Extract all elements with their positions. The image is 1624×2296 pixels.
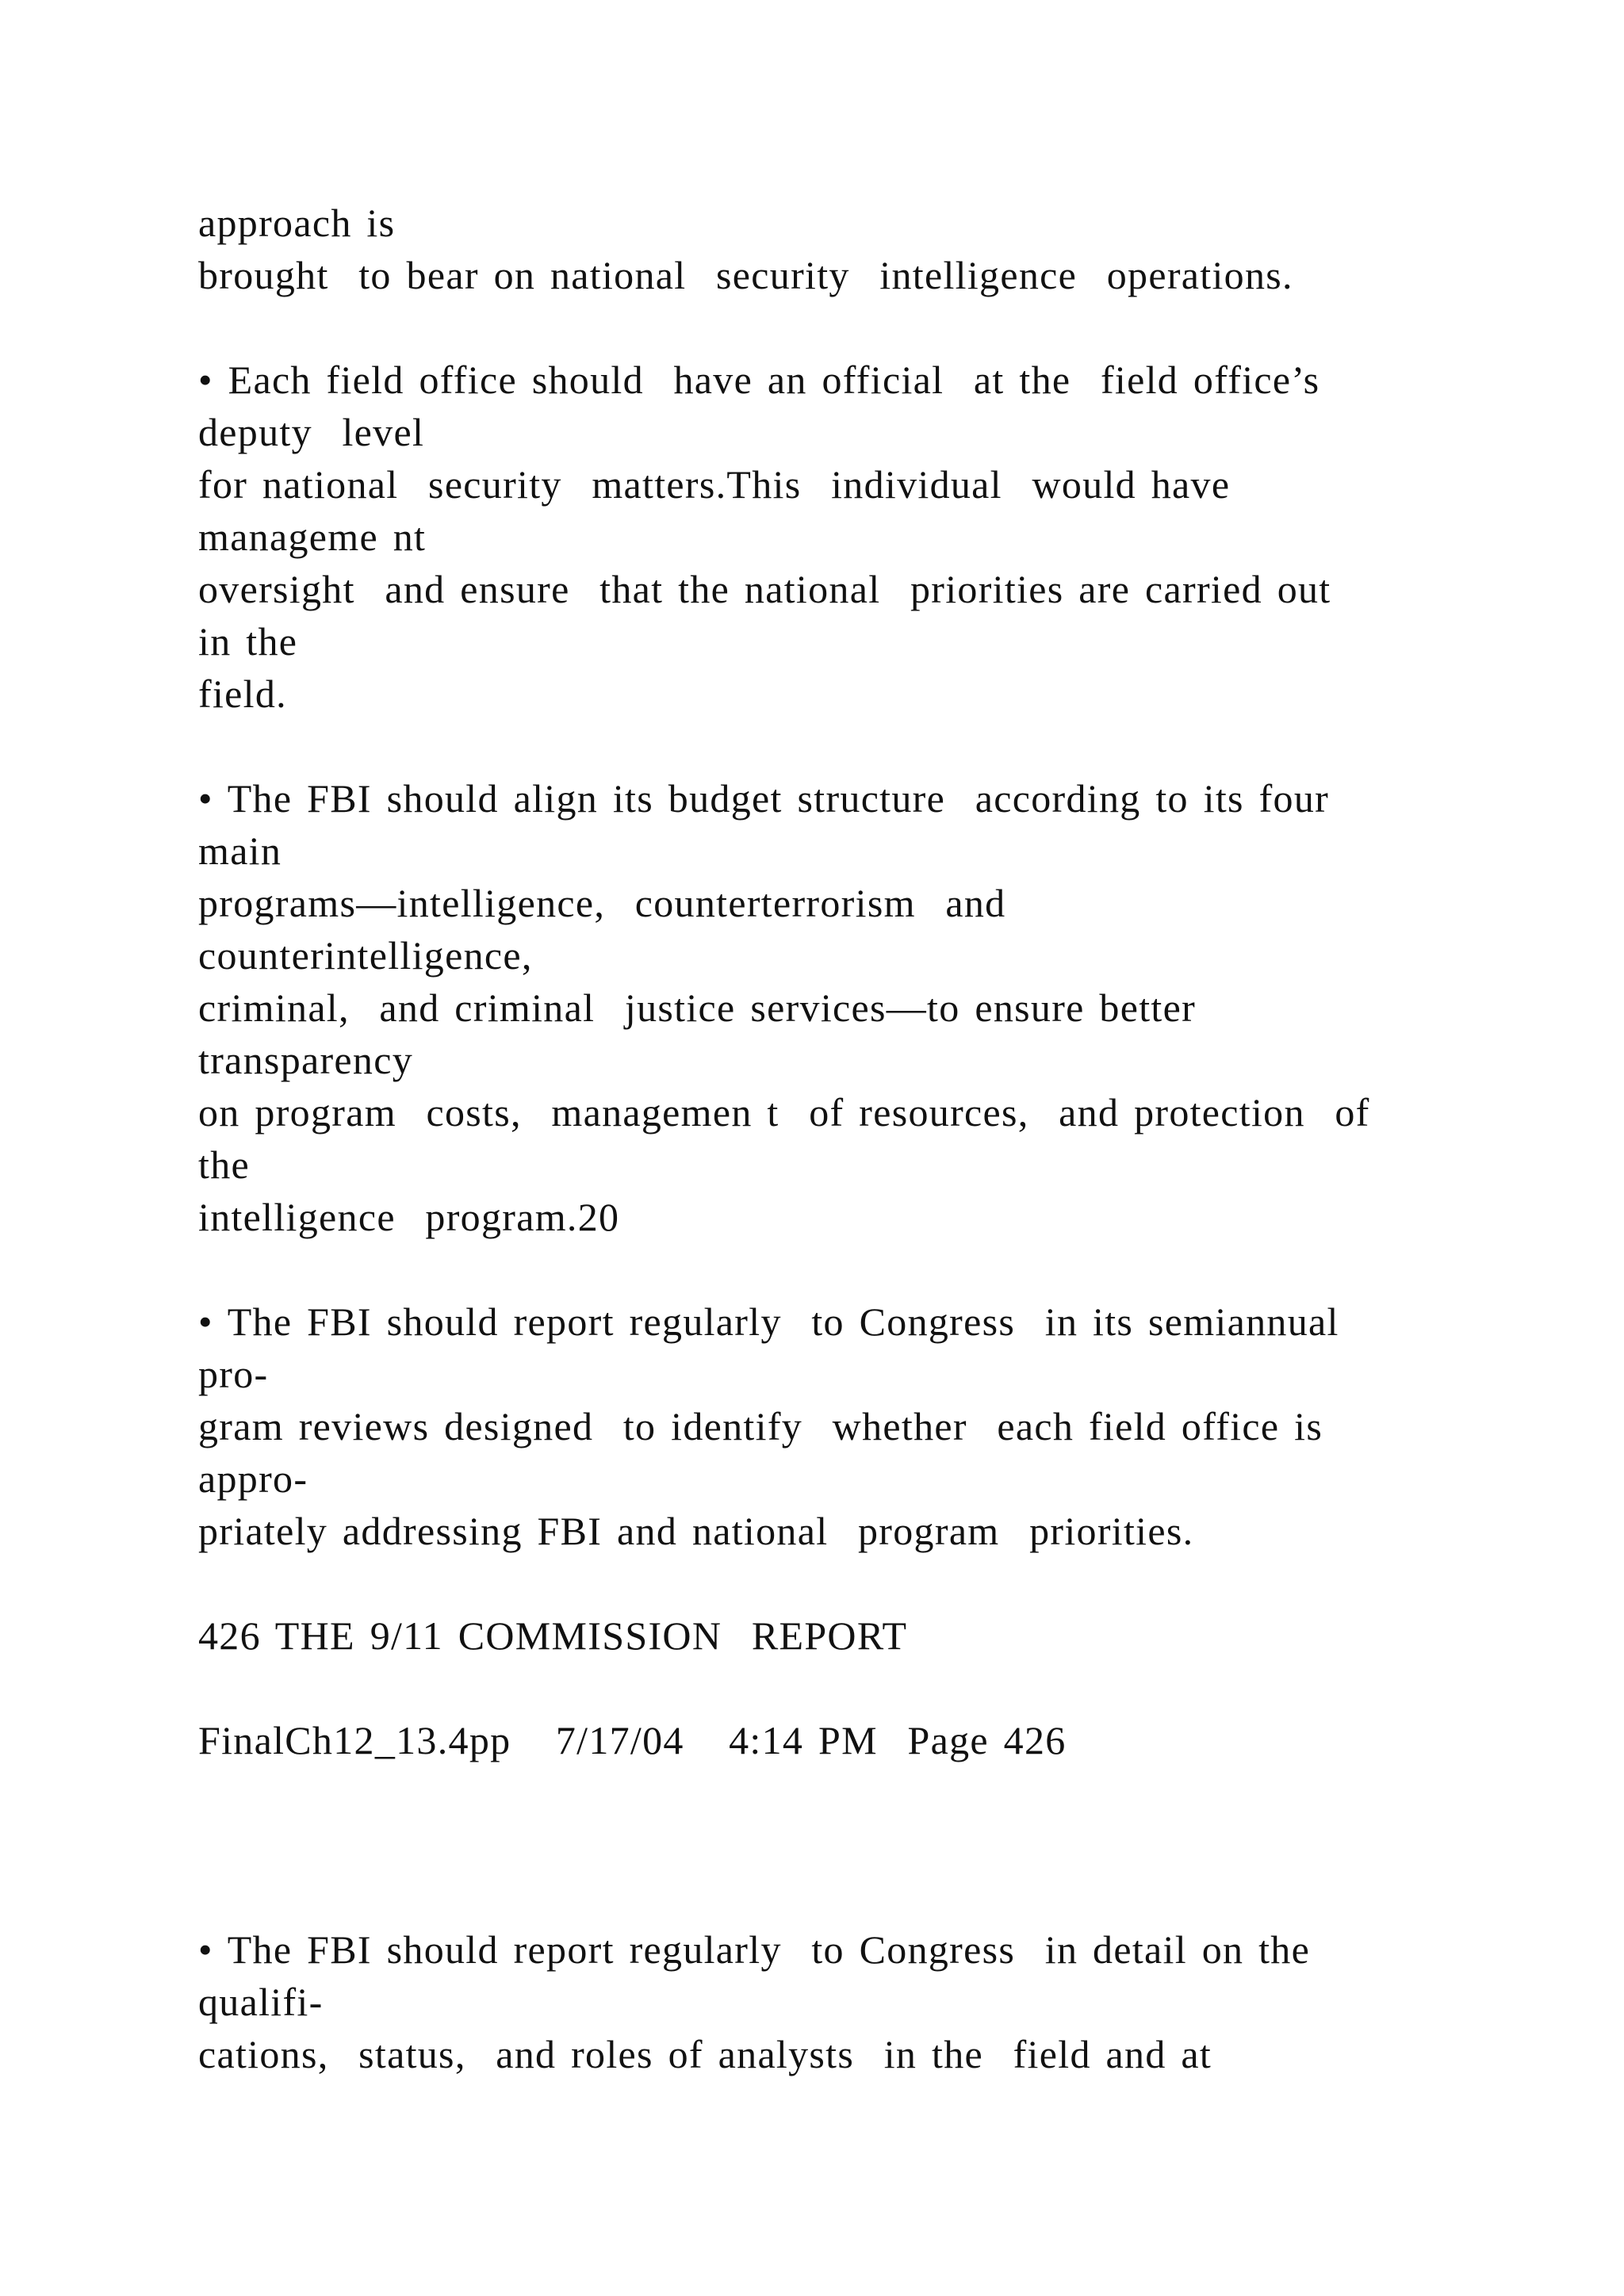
text-line: cations, status, and roles of analysts in the field and at [198, 2032, 1212, 2076]
text-line: main [198, 828, 282, 873]
text-line: pro- [198, 1352, 269, 1396]
text-line: criminal, and criminal justice services—to ensure better [198, 985, 1197, 1030]
text-line: field. [198, 672, 287, 716]
text-line: priately addressing FBI and national program priorities. [198, 1509, 1194, 1553]
running-footer: 426 THE 9/11 COMMISSION REPORT [198, 1613, 908, 1658]
text-line: intelligence program.20 [198, 1195, 620, 1239]
text-line: on program costs, managemen t of resources, and protection of [198, 1090, 1370, 1135]
text-line: deputy level [198, 410, 425, 454]
text-line: the [198, 1142, 250, 1187]
text-line: gram reviews designed to identify whether each field office is [198, 1404, 1323, 1448]
text-line: manageme nt [198, 515, 427, 559]
bullet-paragraph-line: • The FBI should report regularly to Congress in detail on the [198, 1927, 1311, 1972]
bullet-paragraph-line: • The FBI should align its budget structure according to its four [198, 776, 1330, 821]
text-line: for national security matters.This individual would have [198, 462, 1231, 507]
text-line: oversight and ensure that the national priorities are carried out [198, 567, 1331, 611]
text-line: programs—intelligence, counterterrorism and [198, 881, 1006, 925]
text-line: counterintelligence, [198, 933, 533, 978]
bullet-paragraph-line: • The FBI should report regularly to Congress in its semiannual [198, 1299, 1339, 1344]
text-line: transparency [198, 1038, 414, 1082]
text-line: appro- [198, 1456, 308, 1501]
bullet-paragraph-line: • Each field office should have an official at the field office’s [198, 358, 1320, 402]
text-line: qualifi- [198, 1980, 324, 2024]
text-line: in the [198, 619, 298, 664]
text-line: brought to bear on national security intelligence operations. [198, 253, 1293, 297]
print-slug: FinalCh12_13.4pp 7/17/04 4:14 PM Page 426 [198, 1718, 1067, 1762]
text-line: approach is [198, 201, 396, 245]
